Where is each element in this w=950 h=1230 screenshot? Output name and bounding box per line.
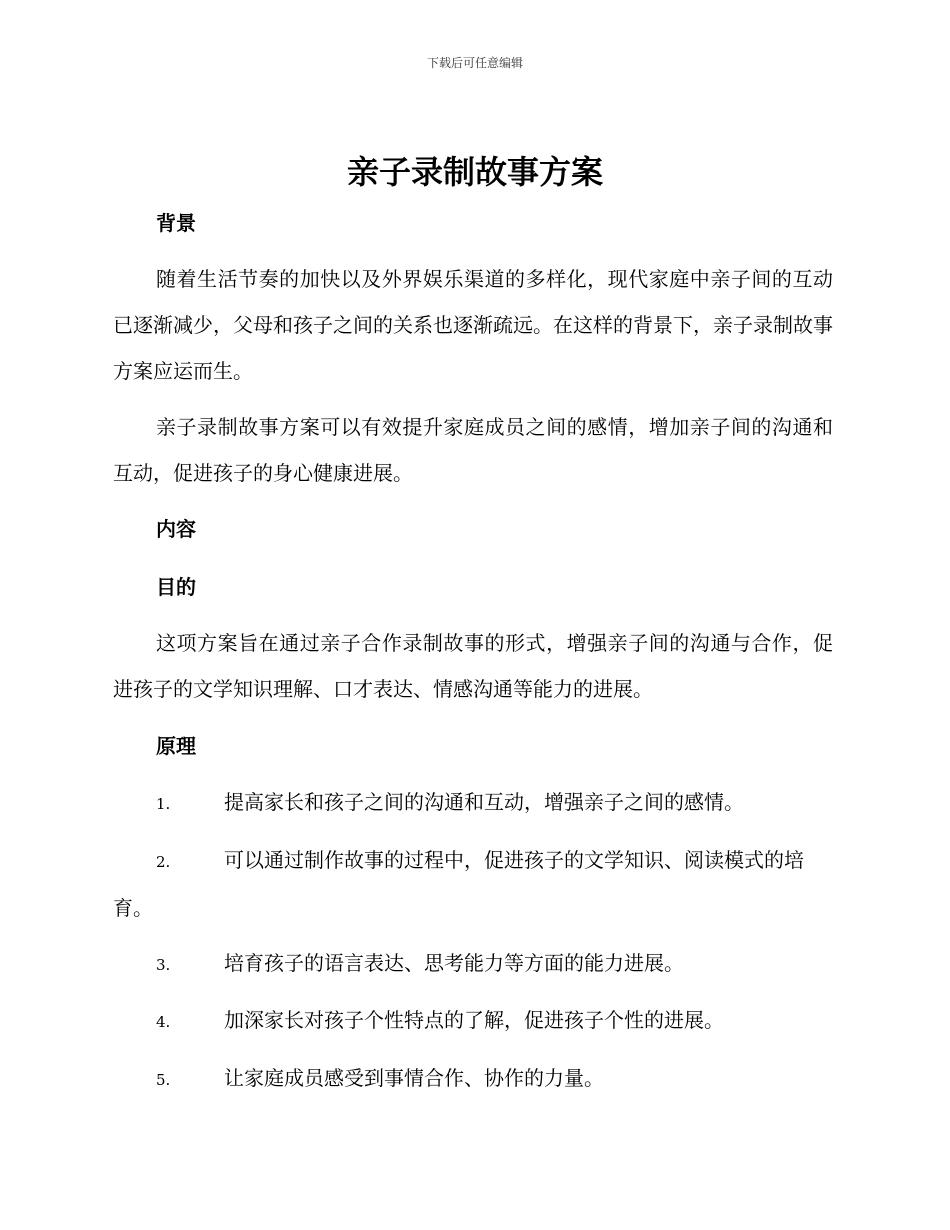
list-number: 1. xyxy=(156,795,171,813)
paragraph-background-1: 随着生活节奏的加快以及外界娱乐渠道的多样化，现代家庭中亲子间的互动已逐渐减少，父母和孩子之间的关系也逐渐疏远。在这样的背景下，亲子录制故事方案应运而生。 xyxy=(113,267,833,383)
heading-principle: 原理 xyxy=(156,734,196,758)
list-text: 加深家长对孩子个性特点的了解，促进孩子个性的进展。 xyxy=(224,1008,724,1032)
paragraph-background-2: 亲子录制故事方案可以有效提升家庭成员之间的感情，增加亲子间的沟通和互动，促进孩子的身心健康进展。 xyxy=(113,415,833,485)
list-item xyxy=(113,1055,833,1103)
list-item xyxy=(113,997,833,1045)
list-item xyxy=(113,837,833,931)
list-item xyxy=(113,940,833,988)
list-number: 5. xyxy=(156,1071,171,1089)
paragraph-purpose-1: 这项方案旨在通过亲子合作录制故事的形式，增强亲子间的沟通与合作，促进孩子的文学知识理解、口才表达、情感沟通等能力的进展。 xyxy=(113,631,833,701)
list-number: 3. xyxy=(156,956,171,974)
list-text: 提高家长和孩子之间的沟通和互动，增强亲子之间的感情。 xyxy=(224,790,744,814)
header-note: 下载后可任意编辑 xyxy=(426,56,523,70)
list-text: 让家庭成员感受到事情合作、协作的力量。 xyxy=(224,1066,604,1090)
list-item xyxy=(113,779,833,827)
list-text: 培育孩子的语言表达、思考能力等方面的能力进展。 xyxy=(224,951,684,975)
page-title: 亲子录制故事方案 xyxy=(346,153,603,191)
heading-purpose: 目的 xyxy=(156,575,196,599)
heading-background: 背景 xyxy=(156,211,196,235)
list-number: 4. xyxy=(156,1013,171,1031)
list-text: 可以通过制作故事的过程中，促进孩子的文学知识、阅读模式的培育。 xyxy=(113,848,804,920)
list-number: 2. xyxy=(156,853,171,871)
heading-content: 内容 xyxy=(156,517,196,541)
